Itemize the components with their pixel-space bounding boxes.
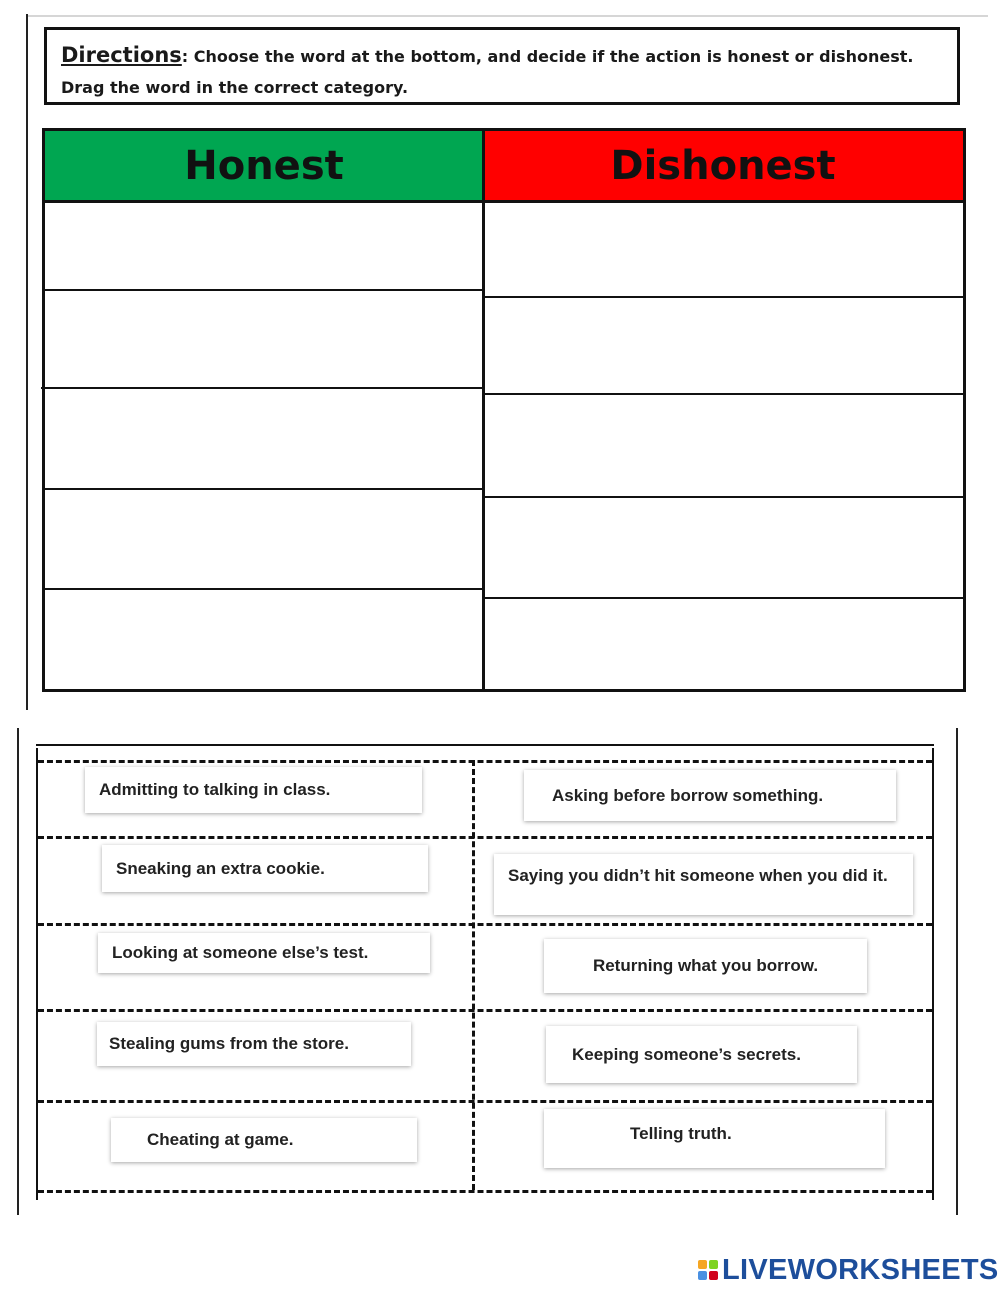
word-card[interactable]: Admitting to talking in class.	[85, 767, 422, 813]
honest-drop-slot-4[interactable]	[45, 490, 482, 588]
directions-box	[44, 27, 960, 105]
dishonest-drop-slot-5[interactable]	[485, 599, 963, 689]
liveworksheets-logo	[698, 1253, 999, 1287]
directions-label: Directions	[61, 43, 182, 67]
word-card[interactable]: Telling truth.	[544, 1109, 885, 1168]
honest-drop-slot-5[interactable]	[45, 590, 482, 689]
cut-line	[38, 1009, 932, 1012]
honest-drop-slot-3[interactable]	[45, 389, 482, 488]
right-margin-rule	[956, 728, 958, 1215]
dishonest-drop-slot-1[interactable]	[485, 203, 963, 296]
left-margin-rule	[26, 14, 28, 710]
honest-header: Honest	[45, 131, 483, 203]
logo-text: LIVEWORKSHEETS	[722, 1253, 999, 1286]
honest-drop-slot-1[interactable]	[45, 203, 482, 289]
dishonest-drop-slot-4[interactable]	[485, 498, 963, 597]
word-card[interactable]: Looking at someone else’s test.	[98, 933, 430, 973]
liveworksheets-logo-icon	[698, 1260, 718, 1280]
cut-line	[38, 760, 932, 763]
cut-line	[38, 1100, 932, 1103]
word-card[interactable]: Saying you didn’t hit someone when you did it.	[494, 854, 913, 915]
word-bank-top-border	[36, 744, 934, 746]
dishonest-drop-slot-3[interactable]	[485, 395, 963, 496]
word-card[interactable]: Sneaking an extra cookie.	[102, 845, 428, 892]
left-margin-rule	[17, 728, 19, 1215]
cut-line	[38, 923, 932, 926]
honest-drop-slot-2[interactable]	[45, 291, 482, 387]
word-card[interactable]: Cheating at game.	[111, 1118, 417, 1162]
word-bank	[36, 748, 934, 1200]
word-card[interactable]: Returning what you borrow.	[544, 939, 867, 993]
word-card[interactable]: Stealing gums from the store.	[97, 1022, 411, 1066]
directions-text: : Choose the word at the bottom, and decide if the action is honest or dishonest. Drag the word in the correct category.	[61, 47, 914, 97]
cut-line	[38, 1190, 932, 1193]
dishonest-header: Dishonest	[483, 131, 963, 203]
word-bank-right-border	[932, 748, 934, 1200]
word-card[interactable]: Keeping someone’s secrets.	[546, 1026, 857, 1083]
cut-line-vertical	[472, 760, 475, 1190]
sorting-table	[42, 128, 966, 692]
dishonest-drop-slot-2[interactable]	[485, 298, 963, 393]
top-rule	[28, 15, 988, 17]
word-card[interactable]: Asking before borrow something.	[524, 770, 896, 821]
word-bank-left-border	[36, 748, 38, 1200]
cut-line	[38, 836, 932, 839]
